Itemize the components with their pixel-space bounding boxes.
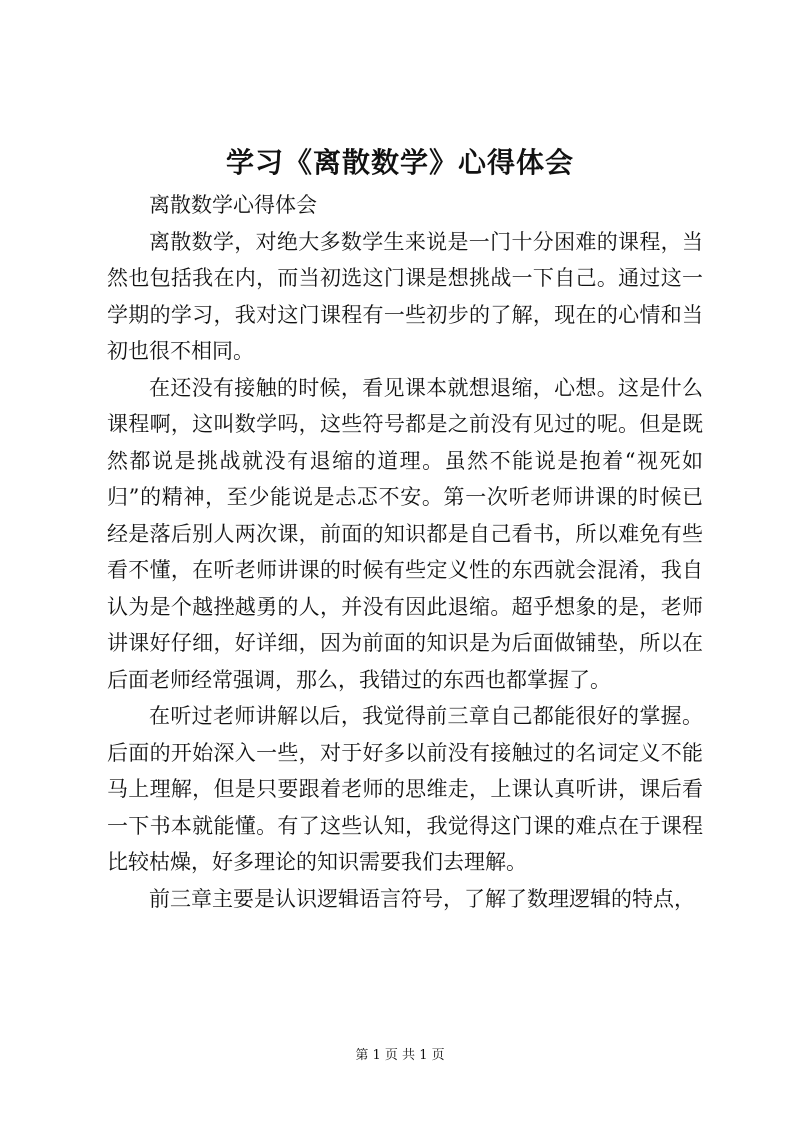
page-footer: 第 1 页 共 1 页: [355, 1048, 445, 1063]
paragraph-4: 前三章主要是认识逻辑语言符号，了解了数理逻辑的特点，: [149, 886, 695, 911]
paragraph-2: 在还没有接触的时候，看见课本就想退缩，心想。这是什么课程啊，这叫数学吗，这些符号都是之前没有见过的呢。但是既然都说是挑战就没有退缩的道理。虽然不能说是抱着“视死如归”的精神，至少能说是忐忑不安。第一次听老师讲课的时候已经是落后别人两次课，前面的知识都是自己看书，所以难免有些看不懂，在听老师讲课的时候有些定义性的东西就会混淆，我自认为是个越挫越勇的人，并没有因此退缩。超乎想象的是，老师讲课好仔细，好详细，因为前面的知识是为后面做铺垫，所以在后面老师经常强调，那么，我错过的东西也都掌握了。: [107, 375, 703, 692]
document-title: 学习《离散数学》心得体会: [225, 146, 574, 179]
paragraph-3: 在听过老师讲解以后，我觉得前三章自己都能很好的掌握。后面的开始深入一些，对于好多以前没有接触过的名词定义不能马上理解，但是只要跟着老师的思维走，上课认真听讲，课后看一下书本就能懂。有了这些认知，我觉得这门课的难点在于课程比较枯燥，好多理论的知识需要我们去理解。: [107, 704, 703, 874]
paragraph-1: 离散数学，对绝大多数学生来说是一门十分困难的课程，当然也包括我在内，而当初选这门课是想挑战一下自己。通过这一学期的学习，我对这门课程有一些初步的了解，现在的心情和当初也很不相同。: [107, 229, 703, 363]
paragraph-subtitle: 离散数学心得体会: [149, 193, 317, 217]
document-body: [107, 187, 703, 917]
